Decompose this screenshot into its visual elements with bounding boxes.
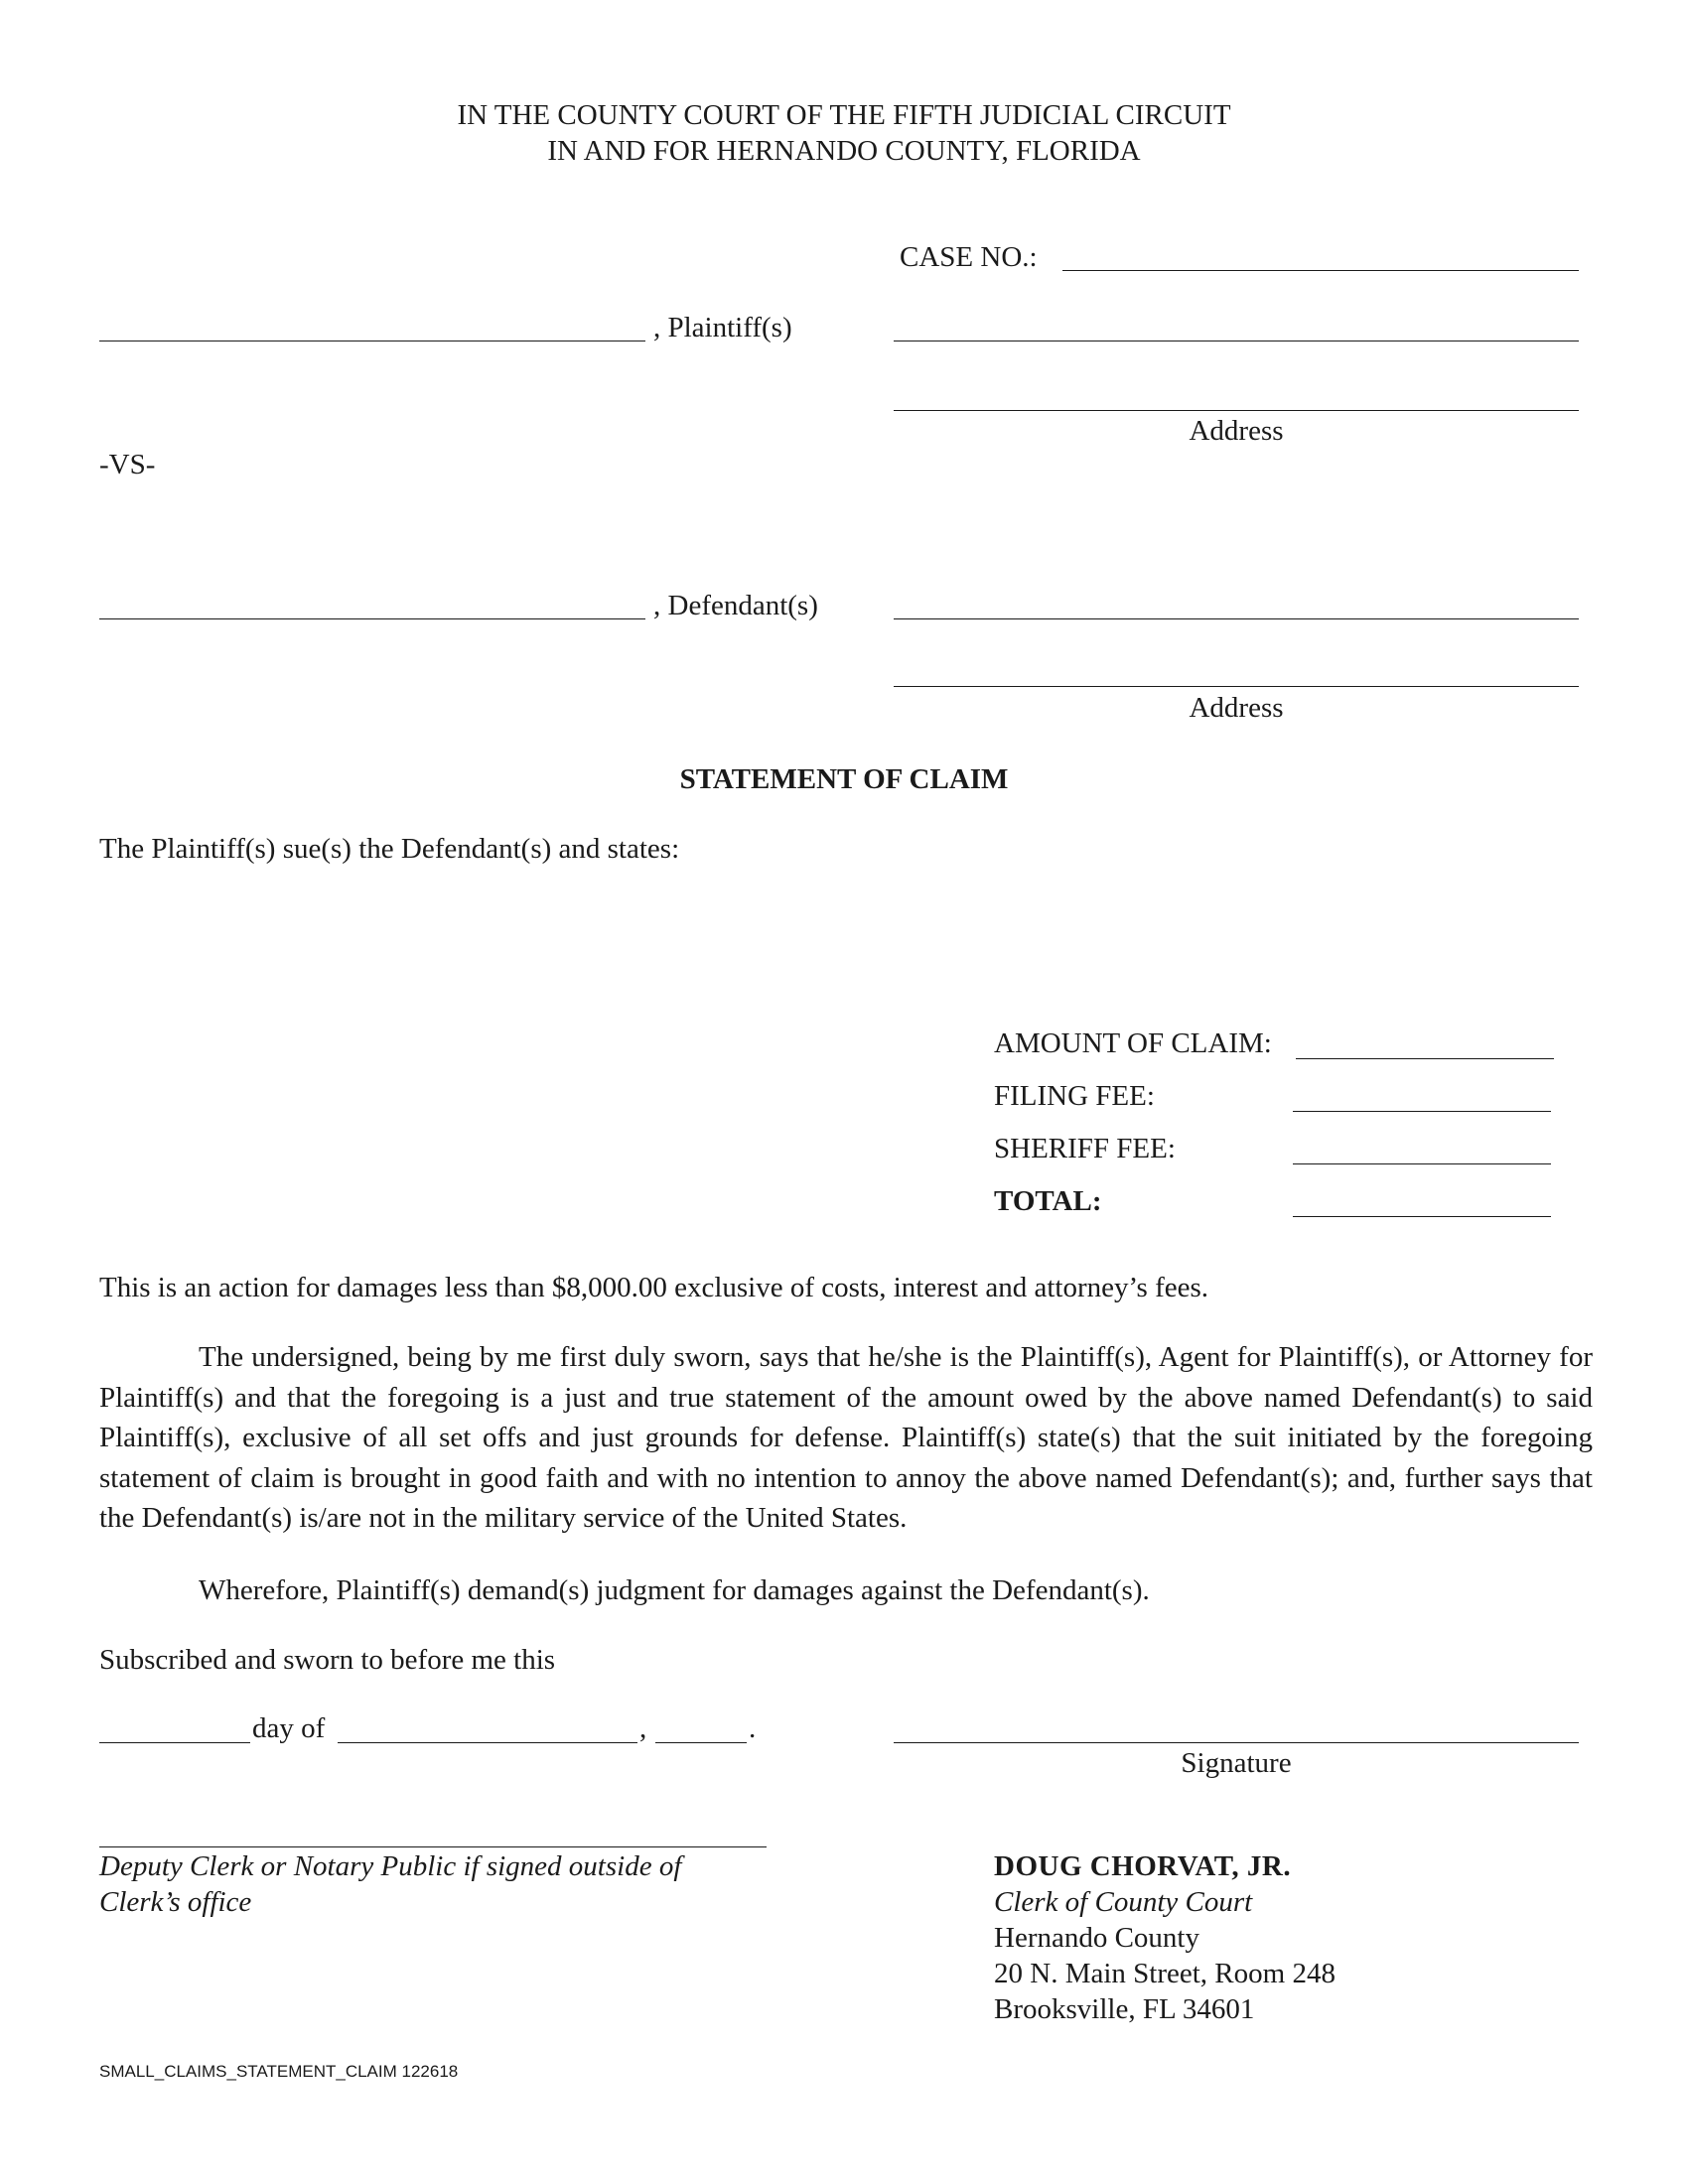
court-header-line1: IN THE COUNTY COURT OF THE FIFTH JUDICIAL CIRCUIT xyxy=(457,99,1231,131)
clerk-block xyxy=(994,1848,1336,2027)
defendant-label: , Defendant(s) xyxy=(653,590,818,621)
clerk-name: DOUG CHORVAT, JR. xyxy=(994,1850,1292,1882)
vs-label: -VS- xyxy=(99,449,156,480)
clerk-city: Brooksville, FL 34601 xyxy=(994,1993,1255,2025)
intro-statement: The Plaintiff(s) sue(s) the Defendant(s) and states: xyxy=(99,833,680,865)
subscribed-statement: Subscribed and sworn to before me this xyxy=(99,1644,556,1676)
day-of-label: day of xyxy=(252,1712,326,1744)
notary-label xyxy=(99,1848,681,1920)
total-label: TOTAL: xyxy=(994,1185,1102,1217)
court-header xyxy=(0,97,1688,169)
clerk-street: 20 N. Main Street, Room 248 xyxy=(994,1958,1336,1989)
notary-signature-field[interactable] xyxy=(99,1846,767,1847)
filing-fee-field[interactable] xyxy=(1293,1111,1551,1112)
notary-label-line1: Deputy Clerk or Notary Public if signed outside of xyxy=(99,1850,682,1882)
form-code: SMALL_CLAIMS_STATEMENT_CLAIM 122618 xyxy=(99,2062,459,2081)
affidavit-paragraph xyxy=(99,1337,1593,1539)
year-field[interactable] xyxy=(655,1742,747,1743)
notary-label-line2: Clerk’s office xyxy=(99,1886,252,1918)
clerk-title: Clerk of County Court xyxy=(994,1886,1253,1918)
date-comma: , xyxy=(639,1712,647,1744)
signature-label: Signature xyxy=(1181,1747,1292,1779)
defendant-address-field-1[interactable] xyxy=(894,618,1579,619)
day-field[interactable] xyxy=(99,1742,250,1743)
defendant-address-field-2[interactable] xyxy=(894,686,1579,687)
amount-of-claim-label: AMOUNT OF CLAIM: xyxy=(994,1027,1272,1059)
month-field[interactable] xyxy=(338,1742,637,1743)
date-period: . xyxy=(749,1712,757,1744)
wherefore-statement: Wherefore, Plaintiff(s) demand(s) judgment for damages against the Defendant(s). xyxy=(199,1574,1150,1606)
affidavit-text: The undersigned, being by me first duly sworn, says that he/she is the Plaintiff(s), Agent for Plaintiff(s), or Attorney for Plaintiff(s) and that the foregoing is a just and true statement of the amount owed by the above named Defendant(s) to said Plaintiff(s), exclusive of all set offs and just grounds for defense. Plaintiff(s) state(s) that the suit initiated by the foregoing statement of claim is brought in good faith and with no intention to annoy the above named Defendant(s); and, further says that the Defendant(s) is/are not in the military service of the United States. xyxy=(99,1341,1593,1534)
defendant-name-field[interactable] xyxy=(99,618,645,619)
court-header-line2: IN AND FOR HERNANDO COUNTY, FLORIDA xyxy=(547,135,1141,167)
sheriff-fee-field[interactable] xyxy=(1293,1163,1551,1164)
damages-statement: This is an action for damages less than $8,000.00 exclusive of costs, interest and attorney’s fees. xyxy=(99,1272,1209,1303)
amount-of-claim-field[interactable] xyxy=(1296,1058,1554,1059)
total-field[interactable] xyxy=(1293,1216,1551,1217)
filing-fee-label: FILING FEE: xyxy=(994,1080,1155,1112)
case-no-label: CASE NO.: xyxy=(900,241,1038,273)
document-title: STATEMENT OF CLAIM xyxy=(679,763,1009,795)
clerk-county: Hernando County xyxy=(994,1922,1199,1954)
sheriff-fee-label: SHERIFF FEE: xyxy=(994,1133,1176,1164)
plaintiff-address-label: Address xyxy=(1189,415,1284,447)
plaintiff-label: , Plaintiff(s) xyxy=(653,312,792,343)
defendant-address-label: Address xyxy=(1189,692,1284,724)
case-no-field[interactable] xyxy=(1062,270,1579,271)
